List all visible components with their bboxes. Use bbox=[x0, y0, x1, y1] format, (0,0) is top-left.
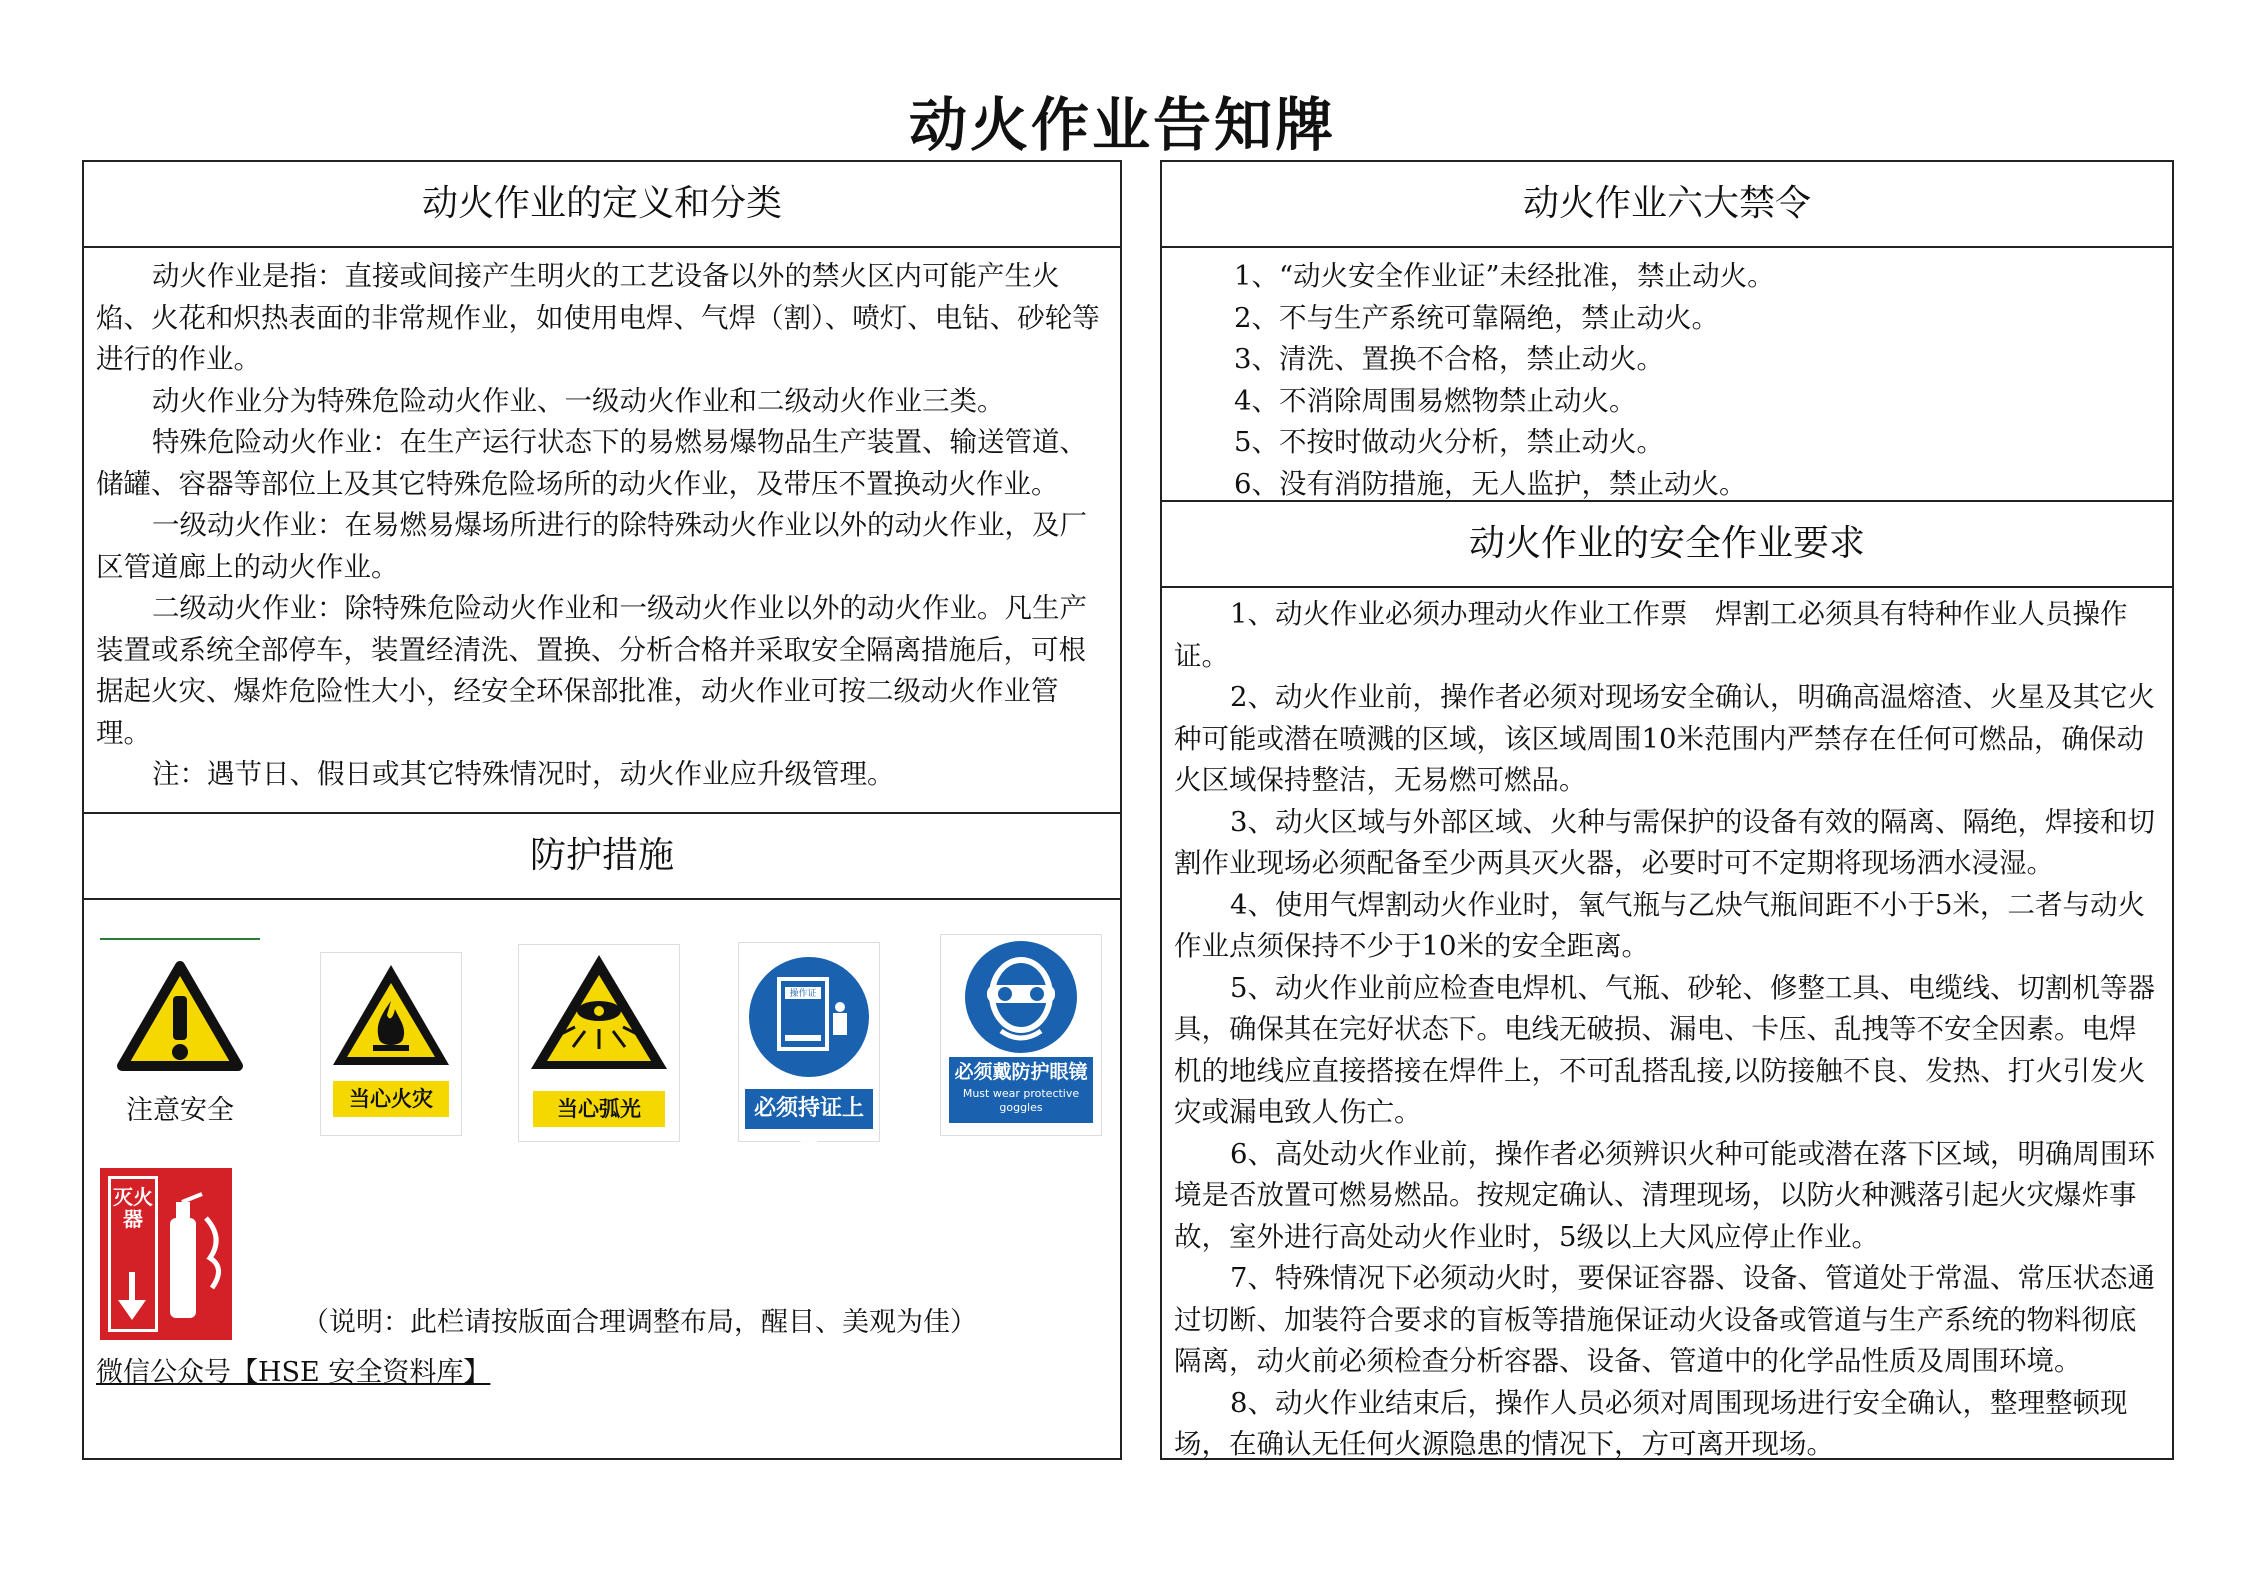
sign-label: 灭火器 bbox=[113, 1185, 153, 1231]
left-panel bbox=[82, 160, 1122, 1460]
requirement-item: 8、动火作业结束后，操作人员必须对周围现场进行安全确认，整理整顿现场，在确认无任何火源隐患的情况下，方可离开现场。 bbox=[1174, 1386, 2128, 1460]
goggles-required-sign bbox=[940, 934, 1102, 1136]
sign-label: 必须戴防护眼镜 bbox=[954, 1061, 1088, 1083]
exclamation-warning-icon bbox=[100, 938, 260, 1088]
requirement-item: 4、使用气焊割动火作业时，氧气瓶与乙炔气瓶间距不小于5米，二者与动火作业点须保持不少于10米的安全距离。 bbox=[1174, 888, 2145, 962]
fire-hazard-sign bbox=[320, 952, 462, 1136]
certificate-required-sign bbox=[738, 942, 880, 1161]
fire-extinguisher-sign bbox=[100, 1168, 232, 1340]
right-panel bbox=[1160, 160, 2174, 1460]
definition-paragraph: 动火作业是指：直接或间接产生明火的工艺设备以外的禁火区内可能产生火焰、火花和炽热表面的非常规作业，如使用电焊、气焊（割）、喷灯、电钻、砂轮等进行的作业。 bbox=[96, 260, 1100, 375]
requirement-item: 3、动火区域与外部区域、火种与需保护的设备有效的隔离、隔绝，焊接和切割作业现场必须配备至少两具灭火器，必要时可不定期将现场洒水浸湿。 bbox=[1174, 805, 2155, 879]
definition-paragraph: 一级动火作业：在易燃易爆场所进行的除特殊动火作业以外的动火作业，及厂区管道廊上的动火作业。 bbox=[96, 509, 1087, 583]
definition-heading: 动火作业的定义和分类 bbox=[84, 162, 1120, 248]
layout-note: （说明：此栏请按版面合理调整布局，醒目、美观为佳） bbox=[302, 1307, 977, 1338]
arc-flash-warning-icon bbox=[519, 945, 679, 1075]
requirement-item: 5、动火作业前应检查电焊机、气瓶、砂轮、修整工具、电缆线、切割机等器具，确保其在完好状态下。电线无破损、漏电、卡压、乱拽等不安全因素。电焊机的地线应直接搭接在焊件上，不可乱搭乱接,以防接触不良、发热、打火引发火灾或漏电致人伤亡。 bbox=[1174, 971, 2155, 1128]
prohibition-item: 2、不与生产系统可靠隔绝，禁止动火。 bbox=[1234, 301, 1719, 334]
definition-paragraph: 特殊危险动火作业：在生产运行状态下的易燃易爆物品生产装置、输送管道、储罐、容器等部位上及其它特殊危险场所的动火作业，及带压不置换动火作业。 bbox=[96, 426, 1087, 500]
prohibition-item: 5、不按时做动火分析，禁止动火。 bbox=[1234, 426, 1664, 458]
goggles-icon bbox=[941, 935, 1101, 1055]
prohibition-item: 1、“动火安全作业证”未经批准，禁止动火。 bbox=[1234, 260, 1775, 292]
sign-label-box bbox=[949, 1057, 1093, 1123]
prohibition-item: 3、清洗、置换不合格，禁止动火。 bbox=[1234, 343, 1664, 375]
definition-paragraph: 动火作业分为特殊危险动火作业、一级动火作业和二级动火作业三类。 bbox=[152, 384, 1005, 417]
requirements-section bbox=[1162, 588, 2172, 1472]
protection-signs-area bbox=[84, 900, 1120, 1440]
flame-warning-icon bbox=[321, 953, 461, 1073]
definition-paragraph: 注：遇节日、假日或其它特殊情况时，动火作业应升级管理。 bbox=[152, 758, 895, 790]
sign-label: 必须持证上岗 bbox=[745, 1089, 873, 1129]
sign-sublabel: Must wear protective goggles bbox=[962, 1087, 1080, 1114]
caution-safety-sign bbox=[100, 938, 260, 1136]
requirements-heading: 动火作业的安全作业要求 bbox=[1162, 502, 2172, 588]
requirement-item: 6、高处动火作业前，操作者必须辨识火种可能或潜在落下区域，明确周围环境是否放置可燃易燃品。按规定确认、清理现场，以防火种溅落引起火灾爆炸事故，室外进行高处动火作业时，5级以上大风应停止作业。 bbox=[1174, 1137, 2155, 1253]
arrow-down-icon bbox=[112, 1268, 152, 1324]
certificate-board-text: 操作证 bbox=[789, 989, 817, 999]
prohibition-item: 4、不消除周围易燃物禁止动火。 bbox=[1234, 384, 1637, 417]
requirement-item: 7、特殊情况下必须动火时，要保证容器、设备、管道处于常温、常压状态通过切断、加装符合要求的盲板等措施保证动火设备或管道与生产系统的物料彻底隔离，动火前必须检查分析容器、设备、管道中的化学品性质及周围环境。 bbox=[1174, 1262, 2155, 1377]
prohibitions-heading: 动火作业六大禁令 bbox=[1162, 162, 2172, 248]
sign-label: 注意安全 bbox=[126, 1095, 234, 1126]
protection-heading: 防护措施 bbox=[84, 814, 1120, 900]
requirement-item: 2、动火作业前，操作者必须对现场安全确认，明确高温熔渣、火星及其它火种可能或潜在喷溅的区域，该区域周围10米范围内严禁存在任何可燃品，确保动火区域保持整洁，无易燃可燃品。 bbox=[1174, 681, 2155, 796]
sign-label: 当心火灾 bbox=[333, 1081, 449, 1117]
requirement-item: 1、动火作业必须办理动火作业工作票 焊割工必须具有特种作业人员操作证。 bbox=[1174, 598, 2128, 672]
page-title: 动火作业告知牌 bbox=[908, 91, 1336, 159]
sign-label: 当心弧光 bbox=[533, 1091, 665, 1127]
prohibitions-section bbox=[1162, 248, 2172, 502]
fire-extinguisher-icon bbox=[162, 1188, 228, 1328]
definition-section bbox=[84, 248, 1120, 814]
definition-paragraph: 二级动火作业：除特殊危险动火作业和一级动火作业以外的动火作业。凡生产装置或系统全部停车，装置经清洗、置换、分析合格并采取安全隔离措施后，可根据起火灾、爆炸危险性大小，经安全环保部批准，动火作业可按二级动火作业管理。 bbox=[96, 592, 1087, 749]
arc-hazard-sign bbox=[518, 944, 680, 1142]
prohibition-item: 6、没有消防措施，无人监护，禁止动火。 bbox=[1234, 467, 1747, 500]
certificate-board-icon bbox=[739, 943, 879, 1083]
wechat-account: 微信公众号【HSE 安全资料库】 bbox=[96, 1357, 491, 1388]
